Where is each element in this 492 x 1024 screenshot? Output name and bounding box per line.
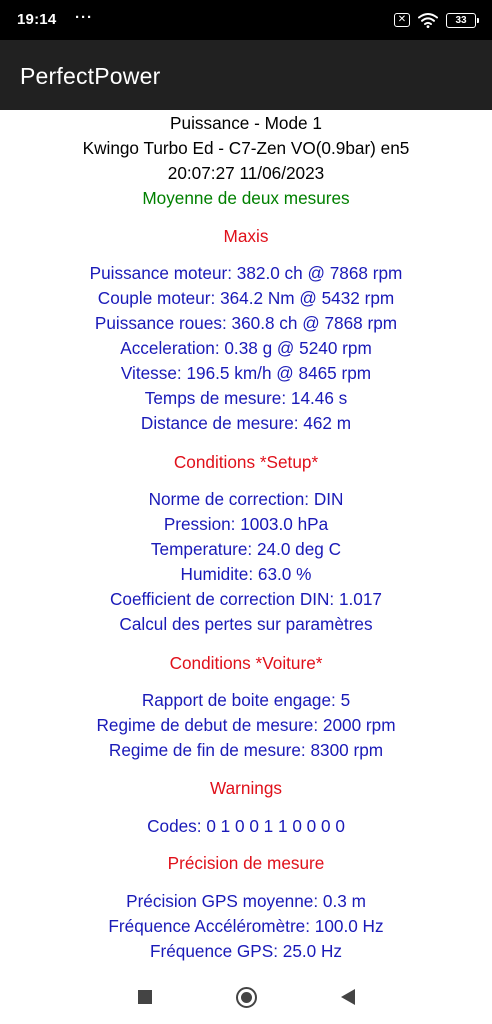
status-time: 19:14 bbox=[17, 11, 57, 28]
voiture-line: Regime de debut de mesure: 2000 rpm bbox=[96, 715, 396, 735]
wifi-icon bbox=[418, 12, 438, 28]
app-title: PerfectPower bbox=[20, 63, 161, 89]
precision-line: Fréquence Accéléromètre: 100.0 Hz bbox=[108, 916, 384, 936]
precision-line: Fréquence GPS: 25.0 Hz bbox=[149, 941, 343, 961]
mode-title: Puissance - Mode 1 bbox=[170, 113, 322, 133]
home-button[interactable] bbox=[233, 984, 259, 1010]
maxis-line: Couple moteur: 364.2 Nm @ 5432 rpm bbox=[97, 288, 395, 308]
recents-button[interactable] bbox=[132, 984, 158, 1010]
battery-icon bbox=[446, 13, 476, 28]
setup-line: Calcul des pertes sur paramètres bbox=[119, 614, 373, 634]
app-bar bbox=[0, 40, 492, 110]
maxis-line: Puissance roues: 360.8 ch @ 7868 rpm bbox=[94, 313, 398, 333]
maxis-line: Acceleration: 0.38 g @ 5240 rpm bbox=[120, 338, 372, 358]
recents-square-icon bbox=[138, 990, 152, 1004]
average-note: Moyenne de deux mesures bbox=[142, 188, 350, 208]
status-bar bbox=[0, 0, 492, 40]
setup-line: Coefficient de correction DIN: 1.017 bbox=[110, 589, 382, 609]
battery-level: 33 bbox=[455, 14, 467, 26]
back-button[interactable] bbox=[335, 984, 361, 1010]
setup-line: Humidite: 63.0 % bbox=[180, 564, 312, 584]
navigation-bar bbox=[0, 970, 492, 1024]
status-more-dots: ··· bbox=[75, 9, 93, 26]
setup-line: Norme de correction: DIN bbox=[148, 489, 344, 509]
voiture-line: Rapport de boite engage: 5 bbox=[141, 690, 351, 710]
back-triangle-icon bbox=[341, 989, 355, 1005]
results-content[interactable] bbox=[0, 110, 492, 970]
section-title-conditions-setup: Conditions *Setup* bbox=[173, 452, 319, 472]
maxis-line: Distance de mesure: 462 m bbox=[140, 413, 352, 433]
maxis-line: Puissance moteur: 382.0 ch @ 7868 rpm bbox=[89, 263, 403, 283]
setup-line: Temperature: 24.0 deg C bbox=[150, 539, 342, 559]
maxis-line: Vitesse: 196.5 km/h @ 8465 rpm bbox=[120, 363, 372, 383]
status-icons bbox=[394, 12, 476, 28]
vehicle-info: Kwingo Turbo Ed - C7-Zen VO(0.9bar) en5 bbox=[82, 138, 410, 158]
home-circle-icon bbox=[236, 987, 257, 1008]
warning-codes: Codes: 0 1 0 0 1 1 0 0 0 0 bbox=[147, 816, 345, 836]
section-title-precision: Précision de mesure bbox=[167, 853, 325, 873]
voiture-line: Regime de fin de mesure: 8300 rpm bbox=[108, 740, 384, 760]
notification-muted-icon: ✕ bbox=[394, 13, 410, 27]
section-title-maxis: Maxis bbox=[223, 226, 269, 246]
maxis-line: Temps de mesure: 14.46 s bbox=[144, 388, 348, 408]
section-title-warnings: Warnings bbox=[210, 778, 282, 798]
section-title-conditions-voiture: Conditions *Voiture* bbox=[169, 653, 323, 673]
precision-line: Précision GPS moyenne: 0.3 m bbox=[126, 891, 366, 911]
measure-datetime: 20:07:27 11/06/2023 bbox=[167, 163, 325, 183]
setup-line: Pression: 1003.0 hPa bbox=[163, 514, 329, 534]
